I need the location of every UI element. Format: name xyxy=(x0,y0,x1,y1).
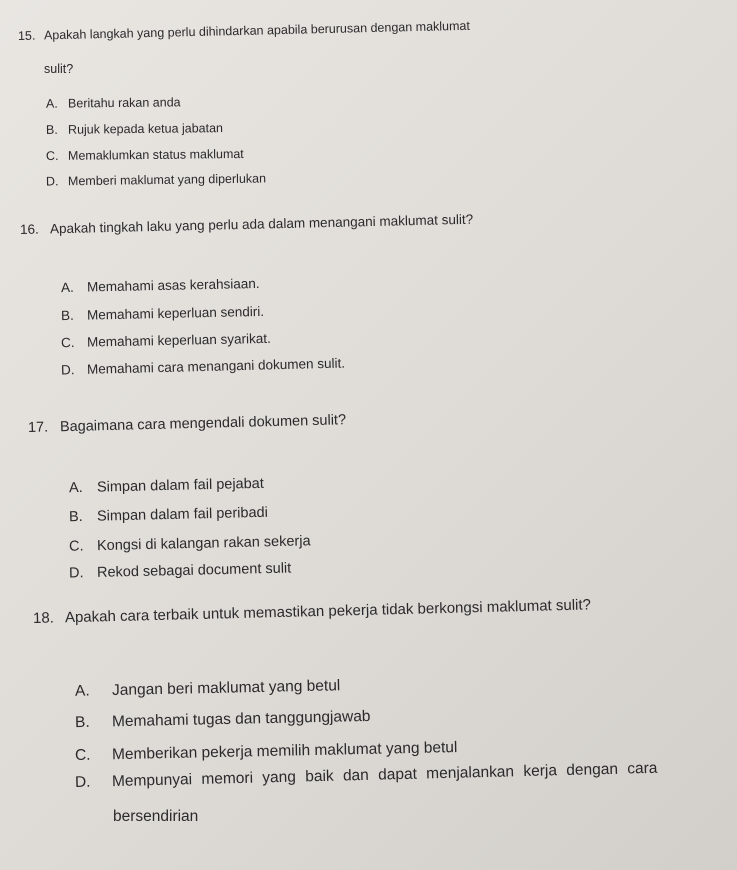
option-a[interactable] xyxy=(46,95,181,111)
option-letter: D. xyxy=(60,362,75,378)
question-text: Bagaimana cara mengendali dokumen sulit? xyxy=(59,412,347,436)
option-letter: C. xyxy=(45,148,59,164)
option-d-continuation: bersendirian xyxy=(113,808,199,825)
option-letter: B. xyxy=(74,713,90,732)
option-b[interactable] xyxy=(61,304,264,324)
option-text: Simpan dalam fail peribadi xyxy=(96,504,269,525)
option-c[interactable] xyxy=(46,147,244,164)
option-a[interactable] xyxy=(69,476,264,498)
question-number: 17. xyxy=(27,419,49,436)
option-letter: B. xyxy=(45,122,58,137)
option-letter: A. xyxy=(60,279,74,296)
option-text: Mempunyai memori yang baik dan dapat menjalankan kerja dengan cara xyxy=(111,759,658,791)
option-c[interactable] xyxy=(61,331,271,352)
option-text: Rujuk kepada ketua jabatan xyxy=(67,121,224,137)
option-d[interactable] xyxy=(75,760,658,793)
option-d[interactable] xyxy=(46,171,266,189)
option-text: Memahami asas kerahsiaan. xyxy=(86,275,260,295)
question-text: Apakah cara terbaik untuk memastikan pekerja tidak berkongsi maklumat sulit? xyxy=(64,596,592,627)
option-c[interactable] xyxy=(69,533,311,556)
option-text: Memberikan pekerja memilih maklumat yang betul xyxy=(111,738,458,764)
option-text: Memahami keperluan sendiri. xyxy=(86,303,265,323)
option-text: Memahami cara menangani dokumen sulit. xyxy=(86,355,346,377)
option-text: Memaklumkan status maklumat xyxy=(67,146,244,163)
question-number: 18. xyxy=(32,609,55,627)
option-b[interactable] xyxy=(69,505,268,527)
option-a[interactable] xyxy=(61,276,260,296)
option-text: Jangan beri maklumat yang betul xyxy=(111,677,341,700)
question-stem xyxy=(28,412,346,437)
option-letter: B. xyxy=(68,508,83,526)
option-letter: A. xyxy=(68,479,83,497)
option-b[interactable] xyxy=(75,708,371,733)
question-text: Apakah tingkah laku yang perlu ada dalam menangani maklumat sulit? xyxy=(49,211,474,237)
option-letter: B. xyxy=(60,307,74,324)
question-stem xyxy=(20,212,474,238)
question-stem xyxy=(18,19,470,44)
option-a[interactable] xyxy=(75,677,341,701)
option-b[interactable] xyxy=(46,121,223,138)
option-d[interactable] xyxy=(61,356,345,379)
option-letter: A. xyxy=(74,682,90,700)
option-letter: C. xyxy=(60,334,75,351)
question-number: 15. xyxy=(17,28,36,43)
question-stem-continuation: sulit? xyxy=(44,62,74,76)
option-text: Memberi maklumat yang diperlukan xyxy=(67,171,267,189)
option-letter: A. xyxy=(45,96,58,111)
option-letter: D. xyxy=(74,773,91,791)
question-number: 16. xyxy=(19,221,39,237)
question-text: Apakah langkah yang perlu dihindarkan apabila berurusan dengan maklumat xyxy=(43,18,471,43)
option-letter: C. xyxy=(74,746,91,765)
option-text: Simpan dalam fail pejabat xyxy=(96,475,265,496)
option-letter: D. xyxy=(68,565,84,582)
option-letter: C. xyxy=(68,538,84,555)
option-text: Kongsi di kalangan rakan sekerja xyxy=(96,533,311,555)
option-text: Beritahu rakan anda xyxy=(67,95,181,111)
option-d[interactable] xyxy=(69,560,292,582)
option-text: Memahami tugas dan tanggungjawab xyxy=(111,707,371,731)
option-text: Rekod sebagai document sulit xyxy=(96,560,292,581)
option-text: Memahami keperluan syarikat. xyxy=(86,330,271,350)
question-stem xyxy=(33,596,591,628)
option-letter: D. xyxy=(45,174,59,189)
option-c[interactable] xyxy=(75,739,458,766)
